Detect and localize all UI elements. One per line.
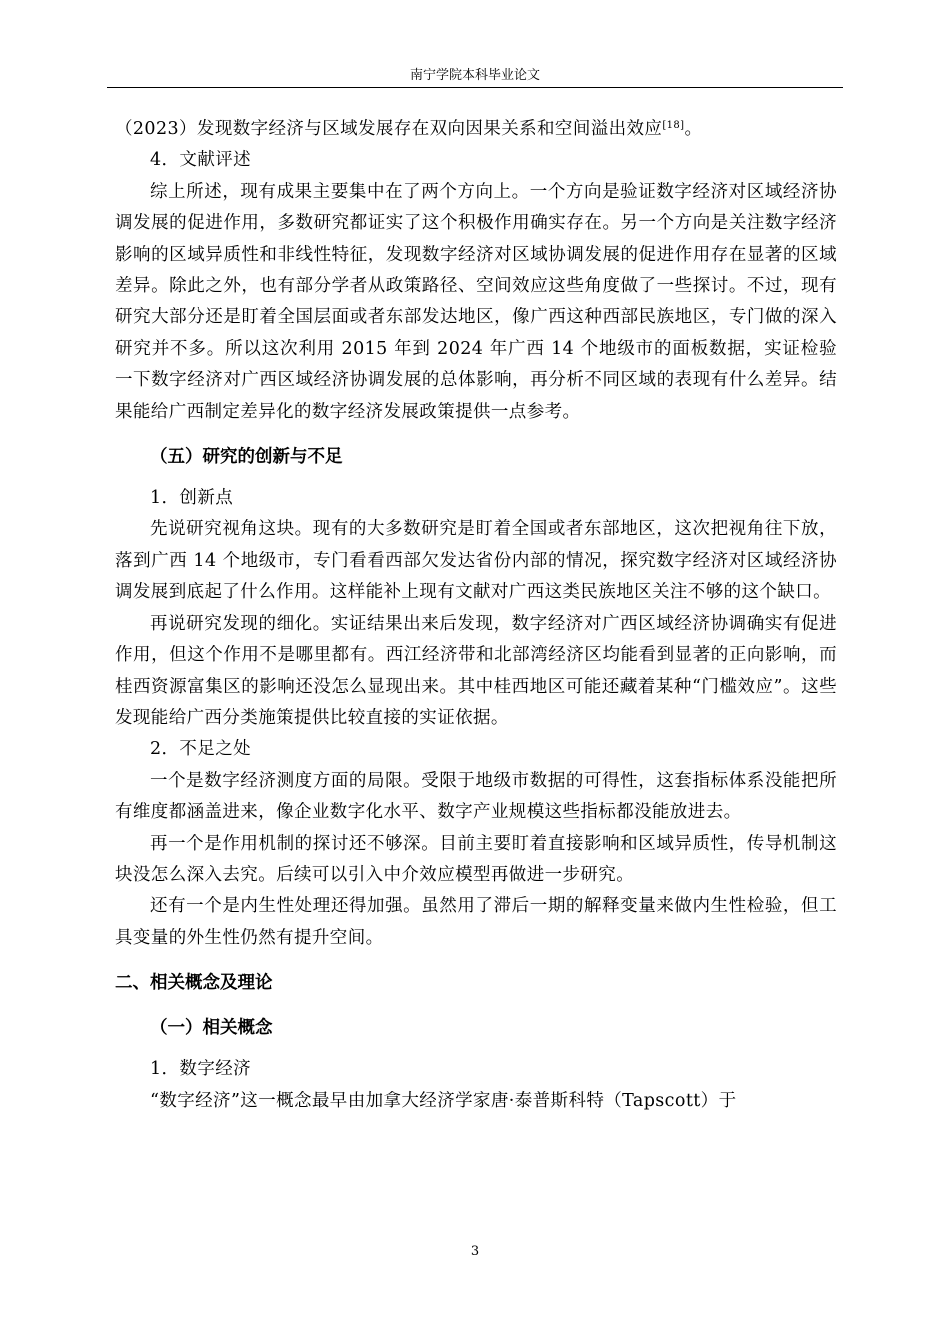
paragraph-digital-economy: “数字经济”这一概念最早由加拿大经济学家唐·泰普斯科特（Tapscott）于 [150,1090,737,1111]
section-heading-concepts: （一）相关概念 [150,1018,273,1039]
section-heading-innovation: （五）研究的创新与不足 [150,447,343,468]
page-header: 南宁学院本科毕业论文 [409,68,540,83]
subheading-digital-economy: 1．数字经济 [150,1059,252,1080]
paragraph-text: （2023）发现数字经济与区域发展存在双向因果关系和空间溢出效应 [115,119,663,139]
paragraph-perspective: 先说研究视角这块。现有的大多数研究是盯着全国或者东部地区，这次把视角往下放，落到广西 14 个地级市，专门看看西部欠发达省份内部的情况，探究数字经济对区域经济协调发展到底起了什么作用。这样能补上现有文献对广西这类民族地区关注不够的这个缺口。 [115,519,837,603]
paragraph-end: 。 [684,119,703,139]
page-number: 3 [470,1244,480,1259]
paragraph-limitation-endogeneity: 还有一个是内生性处理还得加强。虽然用了滞后一期的解释变量来做内生性检验，但工具变量的外生性仍然有提升空间。 [115,896,837,948]
subheading-limitations: 2．不足之处 [150,739,252,760]
citation-ref: [18] [662,120,685,131]
paragraph-findings: 再说研究发现的细化。实证结果出来后发现，数字经济对广西区域经济协调确实有促进作用，但这个作用不是哪里都有。西江经济带和北部湾经济区均能看到显著的正向影响，而桂西资源富集区的影响还没怎么显现出来。其中桂西地区可能还藏着某种“门槛效应”。这些发现能给广西分类施策提供比较直接的实证依据。 [115,613,837,728]
paragraph-limitation-mechanism: 再一个是作用机制的探讨还不够深。目前主要盯着直接影响和区域异质性，传导机制这块没怎么深入去究。后续可以引入中介效应模型再做进一步研究。 [115,833,837,885]
chapter-heading-concepts: 二、相关概念及理论 [115,973,273,994]
header-divider [107,87,843,88]
subheading-innovation-points: 1．创新点 [150,488,234,509]
page-body [115,114,837,1117]
subheading-literature-review: 4．文献评述 [150,150,252,171]
paragraph-limitation-measurement: 一个是数字经济测度方面的局限。受限于地级市数据的可得性，这套指标体系没能把所有维度都涵盖进来，像企业数字化水平、数字产业规模这些指标都没能放进去。 [115,770,837,823]
paragraph-literature-summary: 综上所述，现有成果主要集中在了两个方向上。一个方向是验证数字经济对区域经济协调发展的促进作用，多数研究都证实了这个积极作用确实存在。另一个方向是关注数字经济影响的区域异质性和非线性特征，发现数字经济对区域协调发展的促进作用存在显著的区域差异。除此之外，也有部分学者从政策路径、空间效应这些角度做了一些探讨。不过，现有研究大部分还是盯着全国层面或者东部发达地区，像广西这种西部民族地区，专门做的深入研究并不多。所以这次利用 2015 年到 2024 年广西 14 个地级市的面板数据，实证检验一下数字经济对广西区域经济协调发展的总体影响，再分析不同区域的表现有什么差异。结果能给广西制定差异化的数字经济发展政策提供一点参考。 [115,181,837,422]
paragraph-continued [115,114,837,145]
